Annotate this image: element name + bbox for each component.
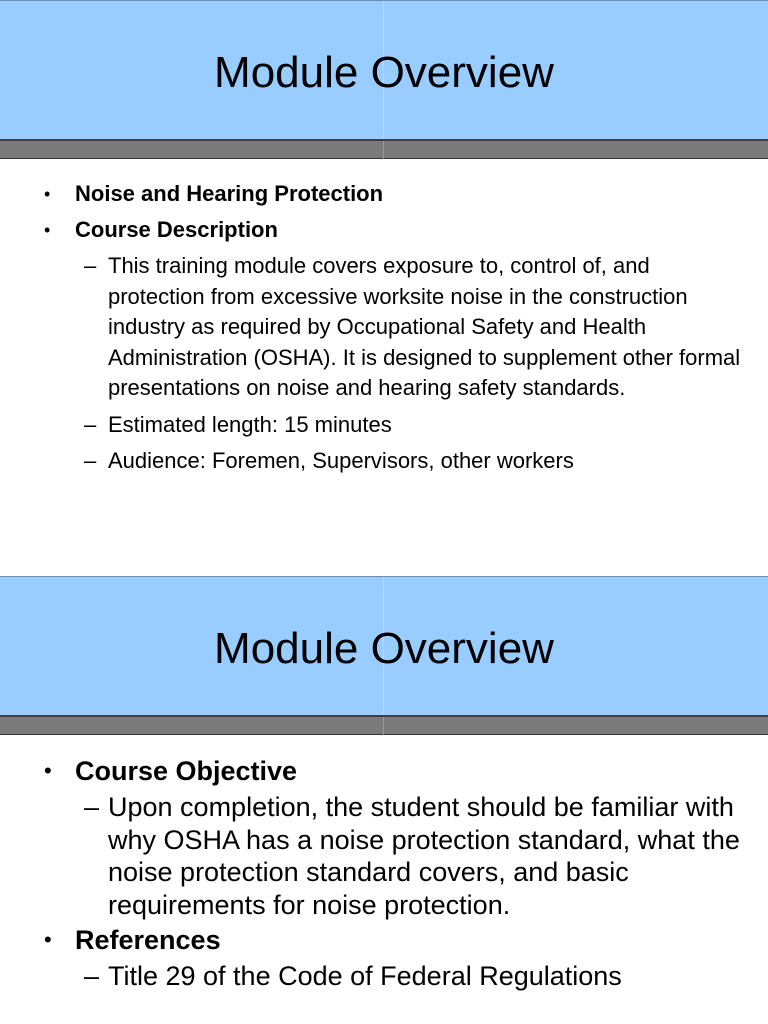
dash-marker: – [84,792,100,822]
dash-marker: – [84,961,100,992]
dash-marker: – [84,411,97,437]
sub-item-text: Upon completion, the student should be familiar with why OSHA has a noise protection standard, what the noise protection standard covers, and basic requirements for noise protection. [108,792,740,920]
slide-title: Module Overview [214,624,554,673]
bullet-marker: • [44,184,51,204]
sub-item-text: This training module covers exposure to, control of, and protection from excessive worksite noise in the construction industry as required by Occupational Safety and Health Administration (OSHA). It is designed to supplement other formal presentations on noise and hearing safety standards. [108,253,741,400]
bullet-item [0,921,768,959]
slide-body [0,176,768,477]
bullet-item [0,176,768,212]
sub-item [0,791,768,921]
bullet-text: Course Description [75,217,278,242]
slide-2 [0,576,768,1024]
sub-item [0,960,768,993]
sub-list [0,791,768,921]
sub-item-text: Title 29 of the Code of Federal Regulations [108,961,622,992]
bullet-text: References [75,925,221,956]
slide-body [0,752,768,993]
bullet-list [0,921,768,959]
sub-item [0,251,768,404]
slide-header [0,0,768,140]
bullet-marker: • [44,758,52,783]
header-band [0,141,768,159]
bullet-list [0,176,768,248]
sub-item [0,446,768,477]
sub-list [0,251,768,477]
bullet-item [0,212,768,248]
sub-list [0,960,768,993]
bullet-item [0,752,768,790]
sub-item-text: Estimated length: 15 minutes [108,411,392,437]
band-divider [383,717,384,735]
bullet-marker: • [44,220,51,240]
sub-item [0,410,768,441]
bullet-list [0,752,768,790]
slide-header [0,576,768,716]
bullet-text: Noise and Hearing Protection [75,181,384,206]
dash-marker: – [84,253,97,278]
slide-title: Module Overview [214,48,554,97]
bullet-marker: • [44,927,52,953]
dash-marker: – [84,448,97,473]
band-divider [383,141,384,159]
sub-item-text: Audience: Foremen, Supervisors, other workers [108,448,574,473]
header-band [0,717,768,735]
bullet-text: Course Objective [75,756,298,786]
